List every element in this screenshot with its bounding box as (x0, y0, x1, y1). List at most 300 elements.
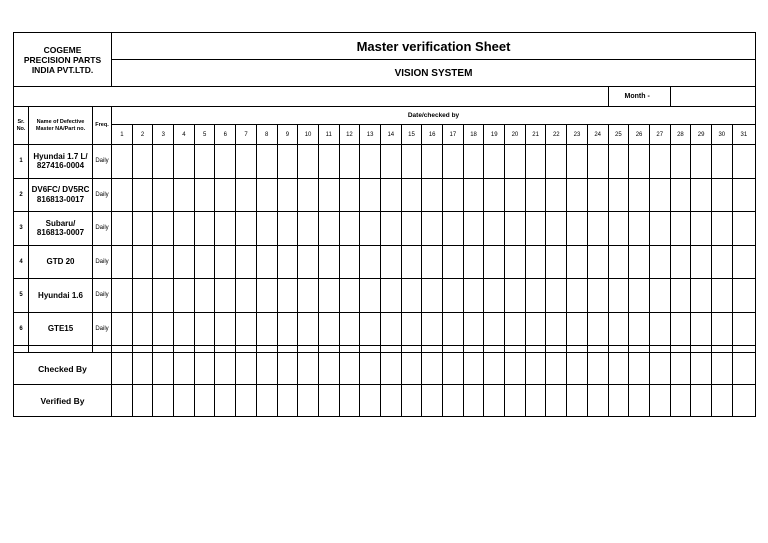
signature-cell[interactable] (691, 353, 712, 385)
check-cell[interactable] (215, 312, 236, 346)
table-row (14, 245, 756, 279)
frequency: Daily (93, 178, 112, 212)
signature-cell[interactable] (732, 353, 755, 385)
check-cell[interactable] (691, 245, 712, 279)
signature-cell[interactable] (525, 353, 546, 385)
signature-cell[interactable] (256, 353, 277, 385)
day-27-header: 27 (649, 125, 670, 145)
check-cell[interactable] (422, 178, 443, 212)
check-cell[interactable] (256, 178, 277, 212)
part-name-line-1: GTE15 (47, 324, 74, 333)
check-cell[interactable] (525, 245, 546, 279)
check-cell[interactable] (132, 279, 153, 313)
check-cell[interactable] (215, 145, 236, 179)
separator-cell (112, 346, 133, 353)
check-cell[interactable] (608, 212, 629, 246)
company-name (14, 33, 112, 87)
sr-no-header (14, 107, 29, 145)
frequency: Daily (93, 212, 112, 246)
check-cell[interactable] (174, 212, 195, 246)
check-cell[interactable] (360, 178, 381, 212)
check-cell[interactable] (318, 312, 339, 346)
separator-cell (629, 346, 650, 353)
signature-cell[interactable] (112, 353, 133, 385)
check-cell[interactable] (112, 279, 133, 313)
separator-cell (215, 346, 236, 353)
signature-cell[interactable] (339, 353, 360, 385)
signature-cell[interactable] (215, 353, 236, 385)
check-cell[interactable] (318, 212, 339, 246)
check-cell[interactable] (422, 279, 443, 313)
check-cell[interactable] (236, 279, 257, 313)
day-6-header: 6 (215, 125, 236, 145)
check-cell[interactable] (587, 145, 608, 179)
check-cell[interactable] (691, 178, 712, 212)
check-cell[interactable] (401, 312, 422, 346)
check-cell[interactable] (380, 245, 401, 279)
check-cell[interactable] (236, 212, 257, 246)
part-name-line-1: Name of Defective (36, 118, 85, 125)
sr-no: 2 (14, 178, 29, 212)
sheet-subtitle: VISION SYSTEM (112, 60, 756, 87)
separator-cell (277, 346, 298, 353)
signature-cell[interactable] (256, 385, 277, 417)
signature-cell[interactable] (153, 353, 174, 385)
check-cell[interactable] (505, 178, 526, 212)
separator-cell (29, 346, 93, 353)
signature-cell[interactable] (236, 353, 257, 385)
day-18-header: 18 (463, 125, 484, 145)
check-cell[interactable] (194, 279, 215, 313)
check-cell[interactable] (505, 245, 526, 279)
signature-cell[interactable] (153, 385, 174, 417)
check-cell[interactable] (256, 212, 277, 246)
check-cell[interactable] (318, 145, 339, 179)
check-cell[interactable] (380, 279, 401, 313)
signature-cell[interactable] (670, 385, 691, 417)
check-cell[interactable] (174, 279, 195, 313)
check-cell[interactable] (608, 279, 629, 313)
check-cell[interactable] (629, 245, 650, 279)
check-cell[interactable] (339, 312, 360, 346)
check-cell[interactable] (153, 178, 174, 212)
check-cell[interactable] (277, 178, 298, 212)
check-cell[interactable] (505, 212, 526, 246)
check-cell[interactable] (422, 212, 443, 246)
signature-cell[interactable] (318, 353, 339, 385)
check-cell[interactable] (649, 245, 670, 279)
check-cell[interactable] (732, 279, 755, 313)
check-cell[interactable] (484, 178, 505, 212)
check-cell[interactable] (691, 312, 712, 346)
separator-cell (463, 346, 484, 353)
day-28-header: 28 (670, 125, 691, 145)
signature-cell[interactable] (401, 385, 422, 417)
check-cell[interactable] (463, 279, 484, 313)
check-cell[interactable] (587, 312, 608, 346)
check-cell[interactable] (629, 178, 650, 212)
check-cell[interactable] (277, 312, 298, 346)
check-cell[interactable] (422, 312, 443, 346)
check-cell[interactable] (546, 245, 567, 279)
check-cell[interactable] (546, 145, 567, 179)
check-cell[interactable] (339, 145, 360, 179)
signature-cell[interactable] (484, 385, 505, 417)
signature-cell[interactable] (587, 353, 608, 385)
check-cell[interactable] (112, 145, 133, 179)
signature-cell[interactable] (608, 353, 629, 385)
check-cell[interactable] (112, 245, 133, 279)
day-3-header: 3 (153, 125, 174, 145)
signature-cell[interactable] (132, 385, 153, 417)
check-cell[interactable] (215, 245, 236, 279)
check-cell[interactable] (194, 145, 215, 179)
signature-cell[interactable] (360, 385, 381, 417)
check-cell[interactable] (629, 279, 650, 313)
check-cell[interactable] (525, 212, 546, 246)
day-14-header: 14 (380, 125, 401, 145)
check-cell[interactable] (153, 312, 174, 346)
check-cell[interactable] (484, 279, 505, 313)
separator-cell (194, 346, 215, 353)
signature-cell[interactable] (505, 353, 526, 385)
check-cell[interactable] (112, 178, 133, 212)
check-cell[interactable] (670, 178, 691, 212)
check-cell[interactable] (732, 145, 755, 179)
check-cell[interactable] (732, 245, 755, 279)
day-20-header: 20 (505, 125, 526, 145)
check-cell[interactable] (132, 145, 153, 179)
day-19-header: 19 (484, 125, 505, 145)
check-cell[interactable] (443, 212, 464, 246)
signature-cell[interactable] (298, 353, 319, 385)
check-cell[interactable] (567, 312, 588, 346)
separator-cell (443, 346, 464, 353)
check-cell[interactable] (236, 312, 257, 346)
signature-cell[interactable] (711, 353, 732, 385)
signature-cell[interactable] (587, 385, 608, 417)
part-name-line-1: Hyundai 1.7 L/ (33, 151, 88, 161)
check-cell[interactable] (463, 145, 484, 179)
check-cell[interactable] (401, 212, 422, 246)
separator-cell (174, 346, 195, 353)
check-cell[interactable] (360, 212, 381, 246)
check-cell[interactable] (360, 245, 381, 279)
day-8-header: 8 (256, 125, 277, 145)
check-cell[interactable] (567, 178, 588, 212)
signature-cell[interactable] (546, 353, 567, 385)
check-cell[interactable] (174, 145, 195, 179)
check-cell[interactable] (567, 145, 588, 179)
check-cell[interactable] (318, 178, 339, 212)
signature-cell[interactable] (174, 353, 195, 385)
check-cell[interactable] (174, 178, 195, 212)
check-cell[interactable] (691, 212, 712, 246)
check-cell[interactable] (153, 279, 174, 313)
signature-cell[interactable] (422, 385, 443, 417)
company-line-3: INDIA PVT.LTD. (31, 64, 94, 75)
separator-cell (298, 346, 319, 353)
check-cell[interactable] (670, 279, 691, 313)
check-cell[interactable] (360, 312, 381, 346)
separator-cell (505, 346, 526, 353)
check-cell[interactable] (298, 212, 319, 246)
check-cell[interactable] (380, 145, 401, 179)
signature-cell[interactable] (132, 353, 153, 385)
check-cell[interactable] (649, 279, 670, 313)
check-cell[interactable] (256, 312, 277, 346)
check-cell[interactable] (525, 312, 546, 346)
signature-cell[interactable] (215, 385, 236, 417)
check-cell[interactable] (732, 212, 755, 246)
check-cell[interactable] (298, 279, 319, 313)
check-cell[interactable] (670, 312, 691, 346)
signature-cell[interactable] (443, 385, 464, 417)
check-cell[interactable] (215, 279, 236, 313)
check-cell[interactable] (194, 312, 215, 346)
signature-cell[interactable] (629, 353, 650, 385)
sheet-title: Master verification Sheet (112, 33, 756, 60)
check-cell[interactable] (298, 145, 319, 179)
check-cell[interactable] (256, 279, 277, 313)
check-cell[interactable] (443, 312, 464, 346)
check-cell[interactable] (608, 245, 629, 279)
check-cell[interactable] (277, 212, 298, 246)
signature-cell[interactable] (463, 353, 484, 385)
check-cell[interactable] (649, 178, 670, 212)
check-cell[interactable] (277, 279, 298, 313)
check-cell[interactable] (587, 245, 608, 279)
check-cell[interactable] (629, 145, 650, 179)
check-cell[interactable] (608, 178, 629, 212)
signature-cell[interactable] (194, 385, 215, 417)
day-24-header: 24 (587, 125, 608, 145)
check-cell[interactable] (277, 145, 298, 179)
signature-cell[interactable] (629, 385, 650, 417)
check-cell[interactable] (711, 279, 732, 313)
check-cell[interactable] (711, 312, 732, 346)
signature-cell[interactable] (525, 385, 546, 417)
check-cell[interactable] (401, 279, 422, 313)
signature-cell[interactable] (277, 353, 298, 385)
table-row (14, 312, 756, 346)
day-2-header: 2 (132, 125, 153, 145)
signature-cell[interactable] (567, 353, 588, 385)
check-cell[interactable] (298, 312, 319, 346)
check-cell[interactable] (132, 178, 153, 212)
part-name-line-1: DV6FC/ DV5RC (31, 185, 90, 195)
check-cell[interactable] (546, 279, 567, 313)
table-row (14, 178, 756, 212)
separator-cell (318, 346, 339, 353)
check-cell[interactable] (401, 178, 422, 212)
month-value-cell[interactable] (670, 87, 755, 107)
check-cell[interactable] (691, 279, 712, 313)
signature-cell[interactable] (422, 353, 443, 385)
day-5-header: 5 (194, 125, 215, 145)
check-cell[interactable] (670, 245, 691, 279)
check-cell[interactable] (339, 279, 360, 313)
check-cell[interactable] (484, 245, 505, 279)
signature-cell[interactable] (649, 385, 670, 417)
check-cell[interactable] (629, 212, 650, 246)
check-cell[interactable] (132, 245, 153, 279)
check-cell[interactable] (463, 245, 484, 279)
check-cell[interactable] (587, 279, 608, 313)
signature-cell[interactable] (194, 353, 215, 385)
check-cell[interactable] (629, 312, 650, 346)
check-cell[interactable] (360, 279, 381, 313)
signature-cell[interactable] (380, 353, 401, 385)
check-cell[interactable] (236, 245, 257, 279)
check-cell[interactable] (153, 212, 174, 246)
check-cell[interactable] (567, 212, 588, 246)
separator-cell (153, 346, 174, 353)
check-cell[interactable] (153, 245, 174, 279)
check-cell[interactable] (112, 212, 133, 246)
check-cell[interactable] (443, 145, 464, 179)
master-verification-table (13, 32, 756, 417)
check-cell[interactable] (649, 212, 670, 246)
signature-cell[interactable] (546, 385, 567, 417)
check-cell[interactable] (318, 245, 339, 279)
check-cell[interactable] (443, 178, 464, 212)
check-cell[interactable] (298, 245, 319, 279)
check-cell[interactable] (505, 145, 526, 179)
check-cell[interactable] (546, 212, 567, 246)
check-cell[interactable] (649, 145, 670, 179)
check-cell[interactable] (236, 145, 257, 179)
part-name-line-1: Subaru/ (45, 218, 76, 228)
signature-cell[interactable] (298, 385, 319, 417)
check-cell[interactable] (132, 312, 153, 346)
check-cell[interactable] (380, 178, 401, 212)
signature-cell[interactable] (691, 385, 712, 417)
check-cell[interactable] (691, 145, 712, 179)
signature-cell[interactable] (380, 385, 401, 417)
check-cell[interactable] (277, 245, 298, 279)
separator-cell (380, 346, 401, 353)
check-cell[interactable] (546, 312, 567, 346)
check-cell[interactable] (711, 245, 732, 279)
signature-cell[interactable] (732, 385, 755, 417)
check-cell[interactable] (711, 212, 732, 246)
check-cell[interactable] (132, 212, 153, 246)
signature-cell[interactable] (112, 385, 133, 417)
frequency: Daily (93, 245, 112, 279)
check-cell[interactable] (505, 279, 526, 313)
check-cell[interactable] (732, 178, 755, 212)
day-10-header: 10 (298, 125, 319, 145)
check-cell[interactable] (360, 145, 381, 179)
check-cell[interactable] (153, 145, 174, 179)
check-cell[interactable] (256, 245, 277, 279)
check-cell[interactable] (174, 245, 195, 279)
check-cell[interactable] (546, 178, 567, 212)
check-cell[interactable] (587, 178, 608, 212)
signature-cell[interactable] (401, 353, 422, 385)
signature-cell[interactable] (670, 353, 691, 385)
checked-by-label: Checked By (14, 353, 112, 385)
check-cell[interactable] (525, 178, 546, 212)
signature-cell[interactable] (567, 385, 588, 417)
signature-cell[interactable] (443, 353, 464, 385)
signature-cell[interactable] (339, 385, 360, 417)
check-cell[interactable] (443, 245, 464, 279)
check-cell[interactable] (484, 312, 505, 346)
check-cell[interactable] (463, 212, 484, 246)
check-cell[interactable] (256, 145, 277, 179)
check-cell[interactable] (670, 212, 691, 246)
signature-cell[interactable] (484, 353, 505, 385)
signature-cell[interactable] (711, 385, 732, 417)
check-cell[interactable] (505, 312, 526, 346)
check-cell[interactable] (174, 312, 195, 346)
check-cell[interactable] (711, 145, 732, 179)
check-cell[interactable] (463, 312, 484, 346)
check-cell[interactable] (339, 245, 360, 279)
check-cell[interactable] (318, 279, 339, 313)
check-cell[interactable] (215, 212, 236, 246)
table-row (14, 279, 756, 313)
check-cell[interactable] (215, 178, 236, 212)
check-cell[interactable] (484, 145, 505, 179)
check-cell[interactable] (339, 178, 360, 212)
check-cell[interactable] (339, 212, 360, 246)
separator-cell (236, 346, 257, 353)
part-name (29, 312, 93, 346)
check-cell[interactable] (463, 178, 484, 212)
signature-cell[interactable] (608, 385, 629, 417)
check-cell[interactable] (443, 279, 464, 313)
check-cell[interactable] (194, 178, 215, 212)
check-cell[interactable] (380, 312, 401, 346)
signature-cell[interactable] (236, 385, 257, 417)
signature-cell[interactable] (318, 385, 339, 417)
check-cell[interactable] (401, 245, 422, 279)
check-cell[interactable] (194, 245, 215, 279)
check-cell[interactable] (587, 212, 608, 246)
check-cell[interactable] (401, 145, 422, 179)
signature-cell[interactable] (505, 385, 526, 417)
check-cell[interactable] (567, 279, 588, 313)
check-cell[interactable] (112, 312, 133, 346)
signature-cell[interactable] (360, 353, 381, 385)
signature-cell[interactable] (649, 353, 670, 385)
day-22-header: 22 (546, 125, 567, 145)
check-cell[interactable] (236, 178, 257, 212)
check-cell[interactable] (422, 245, 443, 279)
check-cell[interactable] (380, 212, 401, 246)
check-cell[interactable] (567, 245, 588, 279)
check-cell[interactable] (525, 279, 546, 313)
check-cell[interactable] (608, 145, 629, 179)
check-cell[interactable] (484, 212, 505, 246)
signature-cell[interactable] (463, 385, 484, 417)
check-cell[interactable] (711, 178, 732, 212)
check-cell[interactable] (422, 145, 443, 179)
part-name-line-1: Hyundai 1.6 (38, 290, 83, 300)
check-cell[interactable] (649, 312, 670, 346)
check-cell[interactable] (194, 212, 215, 246)
check-cell[interactable] (670, 145, 691, 179)
signature-cell[interactable] (174, 385, 195, 417)
check-cell[interactable] (298, 178, 319, 212)
check-cell[interactable] (732, 312, 755, 346)
check-cell[interactable] (608, 312, 629, 346)
signature-cell[interactable] (277, 385, 298, 417)
check-cell[interactable] (525, 145, 546, 179)
